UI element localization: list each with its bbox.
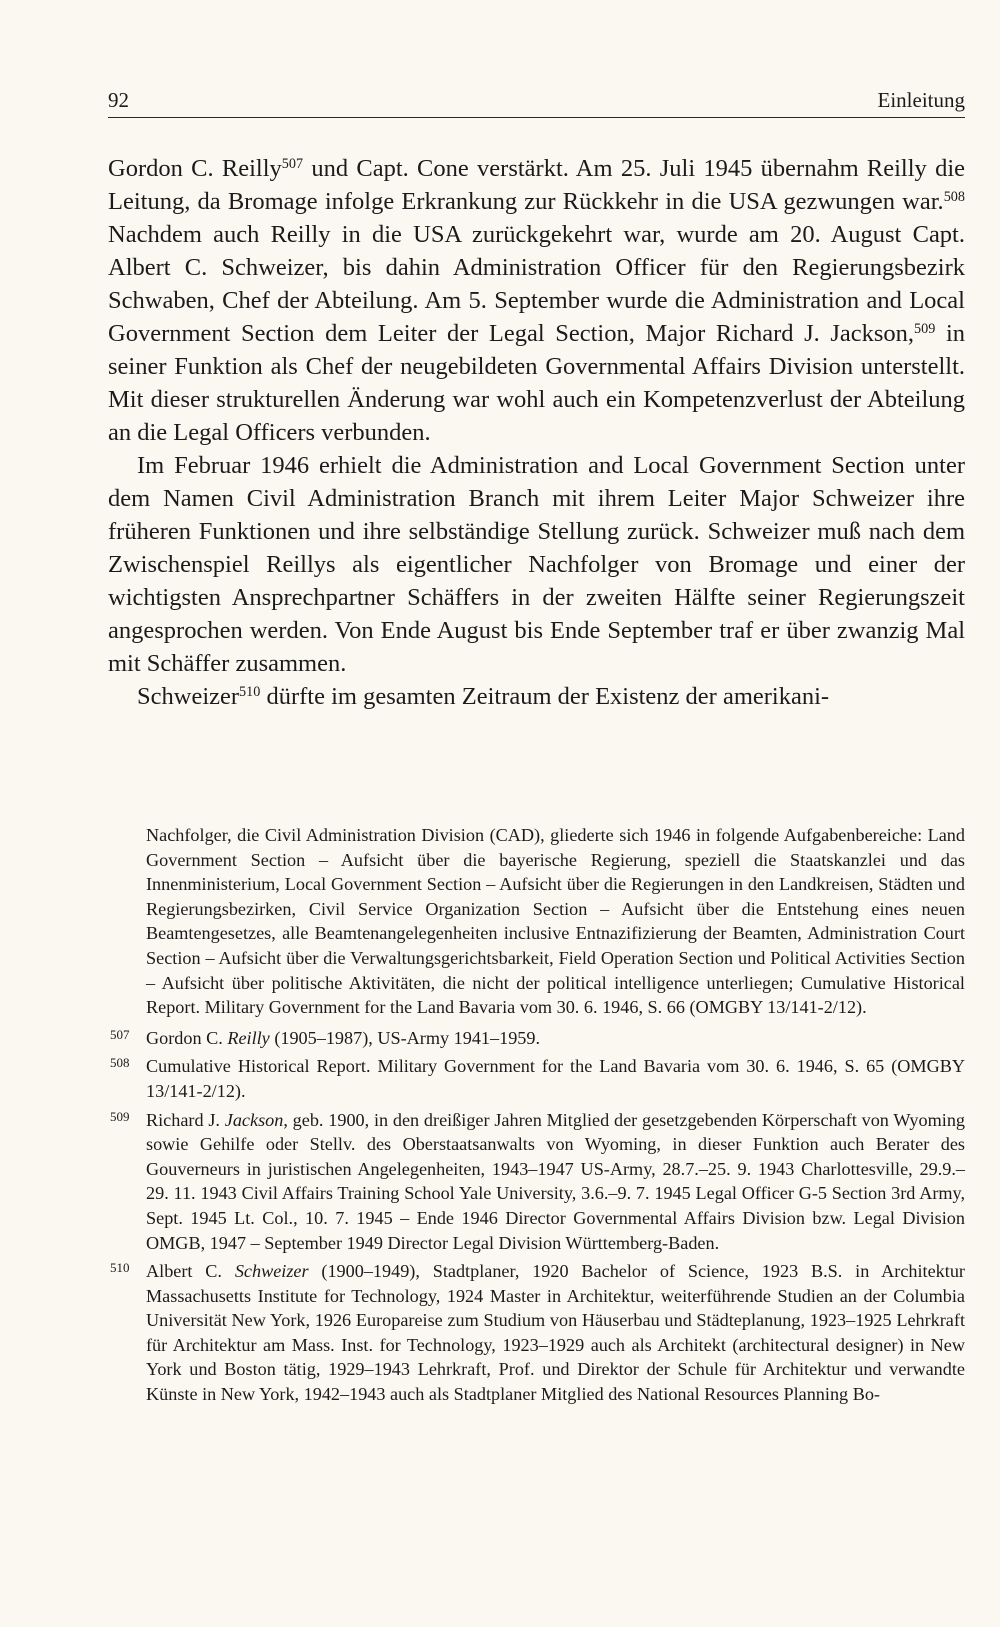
page-number: 92	[108, 88, 129, 112]
paragraph: Schweizer$^{510}$ dürfte im gesamten Zeitraum der Existenz der amerikani-	[137, 683, 830, 710]
footnote-ref: 510	[239, 684, 261, 701]
footnote-number: 507	[110, 1026, 130, 1042]
paragraph: Im Februar 1946 erhielt die Administration and Local Government Section unter dem Namen Civil Administration Branch mit ihrem Leiter Major Schweizer ihre früheren Funktionen und ihre selbständige Stellung zurück. Schweizer muß nach dem Zwischenspiel Reillys als eigentlicher Nachfolger von Bromage und einer der wichtigsten Ansprechpartner Schäffers in der zweiten Hälfte seiner Regierungszeit angesprochen werden. Von Ende August bis Ende September traf er über zwanzig Mal mit Schäffer zusammen.	[108, 452, 965, 677]
footnote-510: 510 Albert C. Schweizer (1900–1949), Stadtplaner, 1920 Bachelor of Science, 1923 B.S. in Architektur Massachusetts Institute for Technology, 1924 Master in Architektur, weiterführende Studien an der Columbia Universität New York, 1926 Europareise zum Studium von Häuserbau und Städteplanung, 1923–1925 Lehrkraft für Architektur am Mass. Inst. for Technology, 1923–1929 auch als Architekt (architectural designer) in New York und Boston tätig, 1929–1943 Lehrkraft, Prof. und Direktor der Schule für Architektur und verwandte Künste in New York, 1942–1943 auch als Stadtplaner Mitglied des National Resources Planning Bo-	[110, 1259, 965, 1407]
footnote-508: 508 Cumulative Historical Report. Military Government for the Land Bavaria vom 30. 6. 1946, S. 65 (OMGBY 13/141-2/12).	[110, 1054, 965, 1103]
footnote-509: 509 Richard J. Jackson, geb. 1900, in den dreißiger Jahren Mitglied der gesetzgebenden Körperschaft von Wyoming sowie Gehilfe oder Stellv. des Oberstaatsanwalts von Wyoming, in dieser Funktion auch Berater des Gouverneurs in juristischen Angelegenheiten, 1943–1947 US-Army, 28.7.–25. 9. 1943 Charlottesville, 29.9.–29. 11. 1943 Civil Affairs Training School Yale University, 3.6.–9. 7. 1945 Legal Officer G-5 Section 3rd Army, Sept. 1945 Lt. Col., 10. 7. 1945 – Ende 1946 Director Governmental Affairs Division bzw. Legal Division OMGB, 1947 – September 1949 Director Legal Division Württemberg-Baden.	[110, 1108, 965, 1256]
footnote-number: 508	[110, 1055, 130, 1071]
footnote-ref: 507	[281, 156, 304, 173]
footnote-ref: 508	[943, 189, 965, 206]
paragraph: Gordon C. Reilly$^{507}$ und Capt. Cone verstärkt. Am 25. Juli 1945 übernahm Reilly die Leitung, da Bromage infolge Erkrankung zur Rückkehr in die USA gezwungen war.$^{508}$ Nachdem auch Reilly in die USA zurückgekehrt war, wurde am 20. August Capt. Albert C. Schweizer, bis dahin Administration Officer für den Regierungsbezirk Schwaben, Chef der Abteilung. Am 5. September wurde die Administration and Local Government Section dem Leiter der Legal Section, Major Richard J. Jackson,$^{509}$ in seiner Funktion als Chef der neugebildeten Governmental Affairs Division unterstellt. Mit dieser strukturellen Änderung war wohl auch ein Kompetenzverlust der Abteilung an die Legal Officers verbunden.	[108, 155, 965, 446]
main-text	[108, 152, 965, 713]
footnote-ref: 509	[914, 321, 936, 338]
footnote-507: 507 Gordon C. Reilly (1905–1987), US-Army 1941–1959.	[110, 1026, 965, 1051]
footnote-number: 509	[110, 1108, 130, 1124]
page-header	[108, 88, 965, 118]
footnote-number: 510	[110, 1260, 130, 1276]
running-title: Einleitung	[877, 88, 965, 112]
footnotes	[110, 823, 965, 1411]
footnote-continuation: Nachfolger, die Civil Administration Division (CAD), gliederte sich 1946 in folgende Aufgabenbereiche: Land Government Section – Aufsicht über die bayerische Regierung, speziell die Staatskanzlei und das Innenministerium, Local Government Section – Aufsicht über die Regierungen in den Landkreisen, Städten und Regierungsbezirken, Civil Service Organization Section – Aufsicht über die Entstehung eines neuen Beamtengesetzes, alle Beamtenangelegenheiten inclusive Entnazifizierung der Beamten, Administration Court Section – Aufsicht über die Verwaltungsgerichtsbarkeit, Field Operation Section und Political Activities Section – Aufsicht über politische Aktivitäten, die nicht der political intelligence unterliegen; Cumulative Historical Report. Military Government for the Land Bavaria vom 30. 6. 1946, S. 66 (OMGBY 13/141-2/12).	[146, 825, 965, 1018]
